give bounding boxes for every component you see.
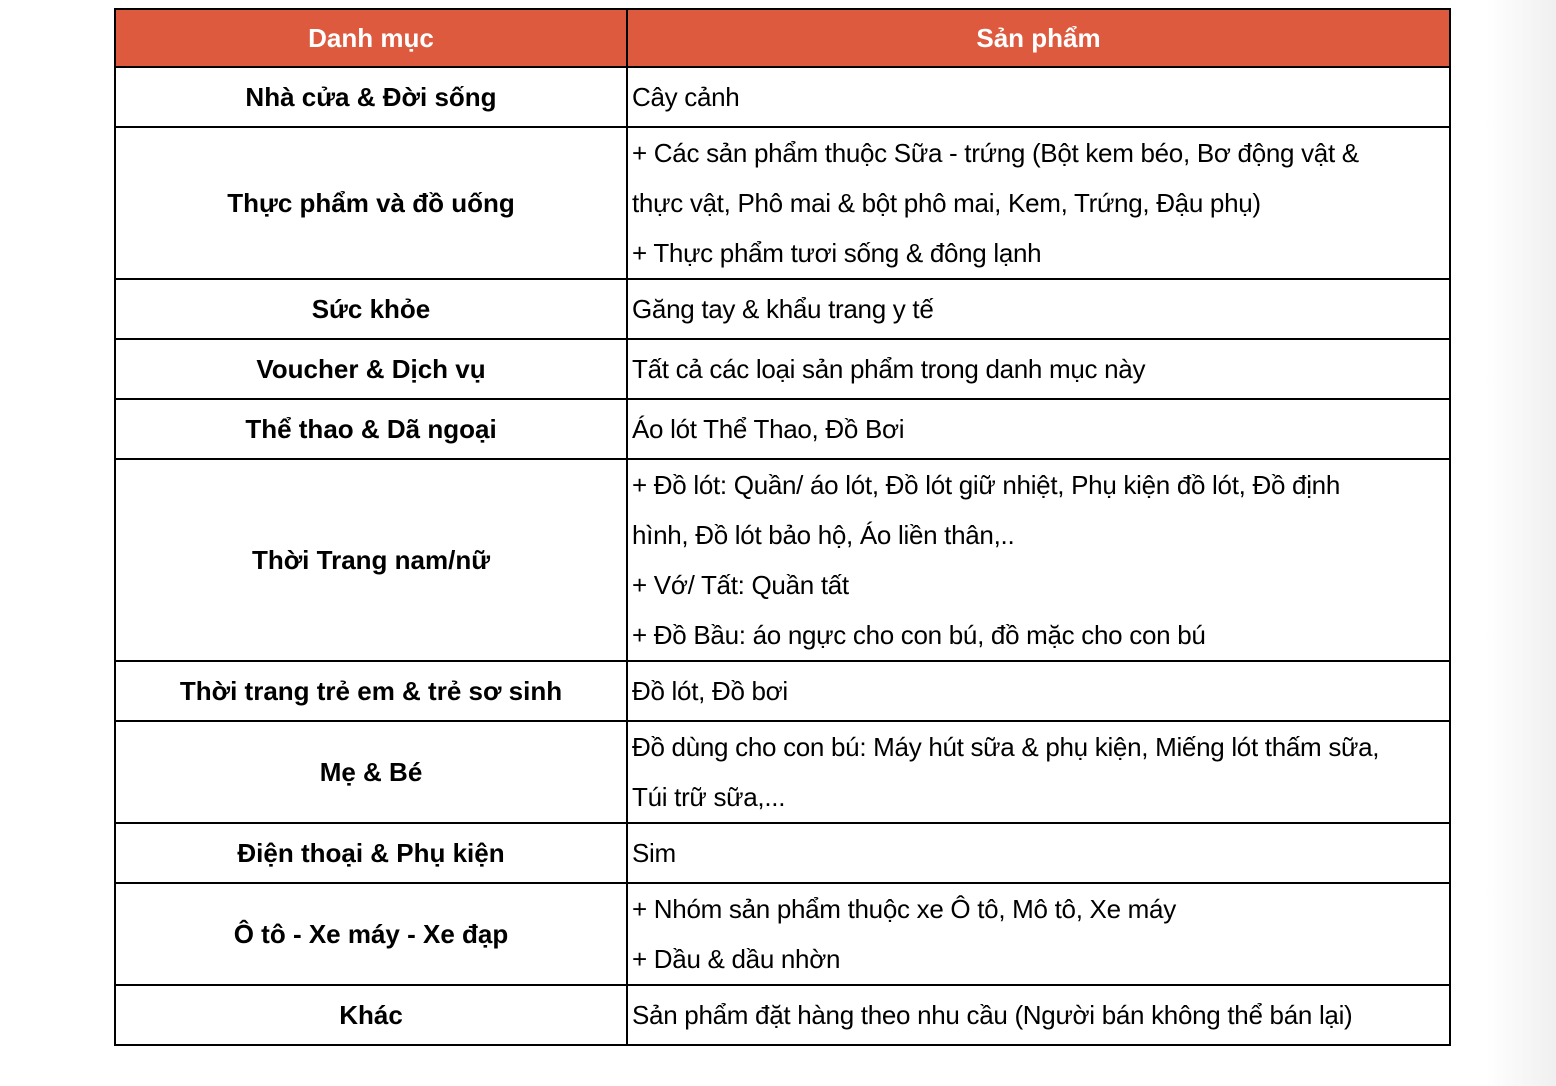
table-row [115,985,1450,1045]
product-cell [627,399,1450,459]
product-cell [627,721,1450,823]
category-cell: Mẹ & Bé [115,721,627,823]
product-line: Túi trữ sữa,... [632,782,786,812]
table-row [115,721,1450,823]
product-line: Sản phẩm đặt hàng theo nhu cầu (Người bán không thể bán lại) [632,1000,1353,1030]
product-line: hình, Đồ lót bảo hộ, Áo liền thân,.. [632,520,1015,550]
table-row [115,883,1450,985]
product-cell [627,823,1450,883]
product-line: Đồ lót, Đồ bơi [632,676,788,706]
table-row [115,399,1450,459]
product-line: + Dầu & dầu nhờn [632,944,841,974]
table-row [115,127,1450,279]
product-line: + Đồ lót: Quần/ áo lót, Đồ lót giữ nhiệt, Phụ kiện đồ lót, Đồ định [632,470,1340,500]
table-row [115,67,1450,127]
category-cell: Thể thao & Dã ngoại [115,399,627,459]
table-row [115,459,1450,661]
product-line: + Thực phẩm tươi sống & đông lạnh [632,238,1042,268]
category-cell: Nhà cửa & Đời sống [115,67,627,127]
product-line: + Đồ Bầu: áo ngực cho con bú, đồ mặc cho con bú [632,620,1206,650]
product-line: Găng tay & khẩu trang y tế [632,294,934,324]
table-row [115,823,1450,883]
product-line: Áo lót Thể Thao, Đồ Bơi [632,414,905,444]
product-cell [627,67,1450,127]
product-cell [627,459,1450,661]
category-cell: Voucher & Dịch vụ [115,339,627,399]
product-cell [627,127,1450,279]
product-line: Tất cả các loại sản phẩm trong danh mục này [632,354,1146,384]
product-line: Sim [632,838,676,868]
category-cell: Ô tô - Xe máy - Xe đạp [115,883,627,985]
product-cell [627,883,1450,985]
product-cell [627,661,1450,721]
table-row [115,661,1450,721]
table-row [115,279,1450,339]
header-category: Danh mục [115,9,627,67]
product-cell [627,339,1450,399]
table-header-row [115,9,1450,67]
product-line: thực vật, Phô mai & bột phô mai, Kem, Trứng, Đậu phụ) [632,188,1261,218]
product-line: Đồ dùng cho con bú: Máy hút sữa & phụ kiện, Miếng lót thấm sữa, [632,732,1380,762]
category-cell: Thực phẩm và đồ uống [115,127,627,279]
page-edge-shadow [1486,0,1556,1086]
category-cell: Thời Trang nam/nữ [115,459,627,661]
category-cell: Thời trang trẻ em & trẻ sơ sinh [115,661,627,721]
product-line: + Các sản phẩm thuộc Sữa - trứng (Bột kem béo, Bơ động vật & [632,138,1359,168]
category-product-table [114,8,1451,1046]
header-product: Sản phẩm [627,9,1450,67]
category-cell: Sức khỏe [115,279,627,339]
product-cell [627,279,1450,339]
product-line: + Vớ/ Tất: Quần tất [632,570,849,600]
product-line: Cây cảnh [632,82,740,112]
category-cell: Điện thoại & Phụ kiện [115,823,627,883]
category-cell: Khác [115,985,627,1045]
product-cell [627,985,1450,1045]
table-row [115,339,1450,399]
product-line: + Nhóm sản phẩm thuộc xe Ô tô, Mô tô, Xe máy [632,894,1176,924]
